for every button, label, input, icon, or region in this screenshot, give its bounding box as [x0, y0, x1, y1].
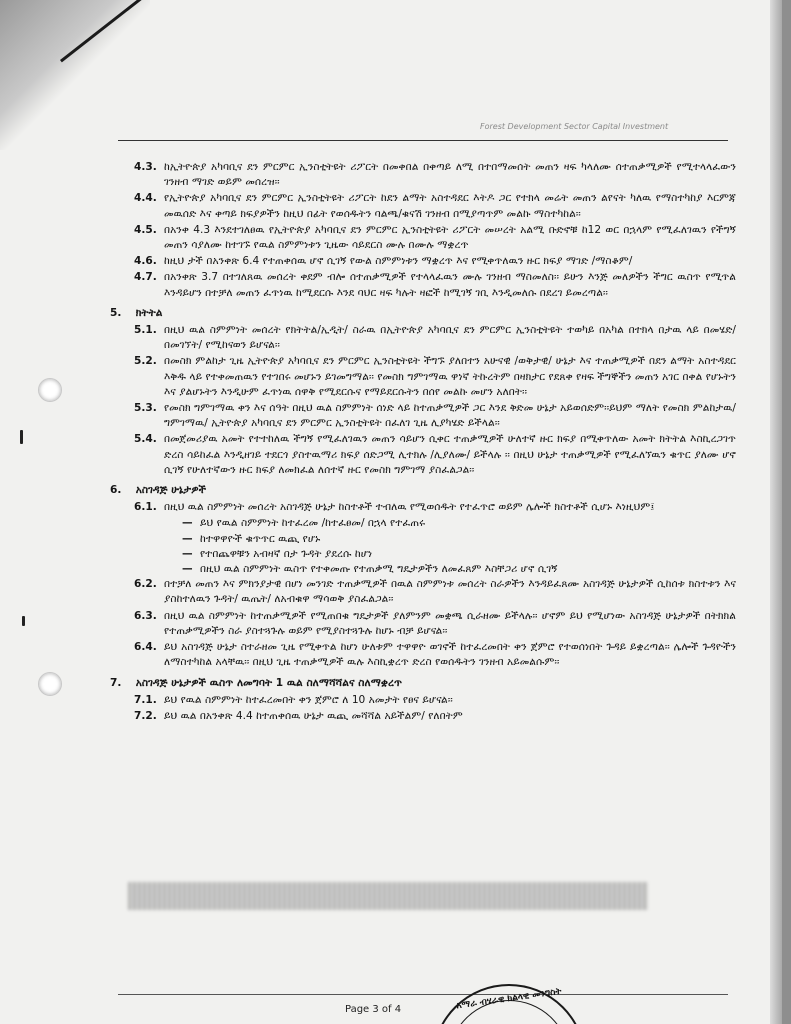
dash-text: የተበጨዋቹን አብዛኛ በታ ጉዳት ያደረሱ ከሆነ: [200, 547, 373, 560]
scan-smudge: [128, 882, 648, 910]
clause-text: ይህ የዉል ስምምነት ከተፈረመበት ቀን ጀምሮ ለ 10 አመታት የፀና ይሆናል፡፡: [164, 693, 453, 706]
section-title: አስገዳጅ ሁኔታዎች ዉስጥ ለመግባት 1 ዉል ስለማሻሻልና ስለማቋረጥ: [135, 676, 403, 689]
clause-item: [96, 609, 736, 639]
clause-item: [96, 191, 736, 221]
clause-text: በአንቀጽ 3.7 በተገለጸዉ መሰረት ቀደም ብሎ ሰተጠቃሚዎች የተላላፈዉን ሙሉ ገንዘብ ማስመለስ፡፡ ይሁን እንጅ መለዎችን ችግር ዉስጥ የሚጥል እንዳይሆን በተቻለ መጠን ፈጥነዉ ከሚደርሱ እንደ ባህር ዛፍ ካሉት ዛፎች ከሚገኝ ገቢ እንዲመለሱ በደረገ ይመረጣል፡፡: [164, 271, 736, 299]
clause-number: 7.1.: [134, 693, 157, 706]
clause-number: 5.1.: [134, 324, 157, 337]
punch-hole-top: [38, 378, 62, 402]
clause-item: [96, 401, 736, 431]
clause-item: [96, 709, 736, 724]
clause-text: የኢትዮጵያ አካባቢና ደን ምርምር ኢንስቲትዩት ሪፖርት ከደን ልማት አስተዳደር እትዶ ጋር የተክላ መሬት መጠን ልየናት ካለዉ የማስተካከያ እርምጃ መዉሰድ እና ቀጣይ ክፍያዎችን ከዚህ በፊት የወሰዱትን ባልጫ/ቁናሽ ገንዘብ በሚያጣጥም መልኩ ማስተካከል፡፡: [164, 192, 736, 220]
clause-text: ይህ ዉል በአንቀጽ 4.4 ከተጠቀሰዉ ሁኔታ ዉጪ መሻሻል አይችልም/ የለበትም: [164, 709, 463, 722]
clause-item: [96, 254, 736, 269]
clause-item: [96, 160, 736, 190]
clause-number: 4.7.: [134, 271, 157, 284]
dash-text: በዚህ ዉል ስምምነት ዉስጥ የተቀመጡ የተጠቃሚ ግዴታዎችን ለመፈጸም እስቸጋሪ ሆኖ ሲገኝ: [200, 563, 558, 576]
clause-number: 5.4.: [134, 433, 157, 446]
stamp-text: አማራ ብሄራዊ ክልላዊ መንግስት: [455, 986, 563, 1012]
clause-number: 5.3.: [134, 402, 157, 415]
clause-item: [96, 270, 736, 300]
dash-marker: —: [182, 563, 193, 576]
folded-corner: [0, 0, 150, 150]
section-7-list: [96, 693, 736, 724]
clause-text: በዚህ ዉል ስምምነት መሰረት አስገዳጅ ሁኔታ ከስተቶች ተብለዉ የሚወሰዱት የተፈጥሮ ወይም ሌሎች ክስተቶች ሲሆኑ እነዚህም፤: [164, 501, 655, 514]
section-6-list-a: [96, 500, 736, 515]
clause-number: 6.1.: [134, 501, 157, 514]
dash-marker: —: [182, 532, 193, 545]
section-title: ክትትል: [135, 306, 163, 319]
section-title: አስገዳጅ ሁኔታዎች: [135, 484, 207, 497]
clause-text: ከዚህ ታች በአንቀጽ 6.4 የተጠቀሰዉ ሆኖ ሲገኝ የውል ስምምነቱን ማቋረጥ እና የሚቀጥለዉን ዙር ክፍያ ማገድ /ማስቆም/: [164, 255, 633, 268]
clause-text: የመስክ ግምገማዉ ቀን እና ሰዓት በዚህ ዉል ስምምነት ሰነድ ላይ ከተጠቃሚዎች ጋር እንደ ቅድመ ሁኔታ አይወሰድም፡፡ይህም ማለት የመስክ ምልከታዉ/ ግምገማዉ/ ኢትዮጵያ አካባቢና ደን ምርምር ኢንስቲትዩት በፈለገ ጊዜ ሊያካሄድ ይችላል፡፡: [164, 402, 736, 430]
clause-item: [96, 577, 736, 607]
clause-number: 5.2.: [134, 355, 157, 368]
section-number: 7.: [110, 676, 122, 689]
dash-text: ከተዋዋዮች ቁጥጥር ዉጪ የሆኑ: [200, 532, 321, 545]
scan-mark: [22, 616, 25, 626]
dash-text: ይህ የዉል ስምምነት ከተፈረመ /ከተፈፀመ/ በኋላ የተፈጠሩ: [200, 517, 426, 530]
document-body: [96, 160, 736, 725]
clause-text: በመጀመሪያዉ አመት የተተከለዉ ችግኝ የሚፈለገዉን መጠን ሳይሆን ሲቀር ተጠቃሚዎች ሁለተኛ ዙር ክፍያ በሚቀጥለው አመት ክትትል እስኪረጋገጥ ድረስ ሳይከፈል እንዲዘገይ ተደርጎ ያስተዉማሪ ክፍያ ሰድጋሚ ሊተክሉ /ሊያለሙ/ ይችላሉ ፡፡ በዚህ ሁኔታ ተጠቃሚዎች የሚፈለኘዉን ቁጥር ያለሙ ሆኖ ሲገኝ የሁለተኛውን ዙር ክፍያ ለመክፈል ለሰተኛ ዙር የመስክ ግምገማ ያስፈልጋል፡፡: [164, 433, 736, 476]
header-rule: [118, 140, 728, 141]
official-stamp: [432, 984, 586, 1024]
dash-item: [96, 547, 736, 562]
section-6-list-b: [96, 577, 736, 670]
dash-item: [96, 562, 736, 577]
clause-text: በዚህ ዉል ስምምነት መሰረት የክትትል/ኢዲት/ ስራዉ በኢትዮጵያ አካባቢና ደን ምርምር ኢንስቲትዩት ተወካይ በአካል በተክላ በታዉ ላይ በመሄድ/ በመገኘት/ የሚከናወን ይሆናል፡፡: [164, 324, 736, 352]
dash-item: [96, 532, 736, 547]
clause-number: 4.3.: [134, 161, 157, 173]
clause-number: 6.4.: [134, 641, 157, 654]
page-number: Page 3 of 4: [345, 1004, 402, 1015]
scan-mark: [20, 430, 23, 444]
clause-item: [96, 500, 736, 515]
clause-item: [96, 323, 736, 353]
clause-item: [96, 693, 736, 708]
punch-hole-bottom: [38, 672, 62, 696]
dash-marker: —: [182, 517, 193, 530]
clause-number: 4.5.: [134, 223, 157, 236]
section-number: 5.: [110, 306, 122, 319]
clause-number: 6.2.: [134, 578, 157, 591]
section-6-dash-list: [96, 516, 736, 577]
clause-number: 4.6.: [134, 255, 157, 268]
clause-text: ይህ አስገዳጅ ሁኔታ ስተራዘመ ጊዜ የሚቀጥል ከሆነ ሁለቱም ተዋዋዮ ወገኖች ከተፈረመበት ቀን ጀምሮ የተወሰነበት ጉዳይ ይቋረጣል፡፡ ሌሎች ጉዳዮችን ለማስተካከል አላቸዉ፡፡ በዚህ ጊዜ ተጠቃሚዎች ዉሉ እስኪቋረጥ ድረስ የወሰዱትን ገንዘብ አይመልሱም፡፡: [164, 641, 736, 669]
clause-item: [96, 640, 736, 670]
dash-marker: —: [182, 547, 193, 560]
clause-text: በመስክ ምልከታ ጊዜ ኢትዮጵያ አካባቢና ደን ምርምር ኢንስቲትዩት ችግኙ ያለበተን አሁናዊ /ወቅታዊ/ ሁኔታ እና ተጠቃሚዎች በደን ልማት አስተዳደር እቅዱ ላይ የተቀመጠዉን የተገበሩ መሆኑን ይገመግማል፡፡ የመስክ ግምገማዉ ዋነኛ ትኩረትም በዛክታር የደጸቀ የዛፍ ችግኞችን መጠን አገር በቀል የሆኑትን እና ያልሆኑትን እንዲሁም ፈጥነዉ ሰዋቅ የሚደርሱና የማይደርሱትን በሰየ መልኩ መሆን አለበት፡፡: [164, 355, 736, 398]
dash-item: [96, 516, 736, 531]
clause-item: [96, 432, 736, 478]
clause-number: 6.3.: [134, 609, 157, 622]
section-5-list: [96, 323, 736, 478]
items-top-list: [96, 160, 736, 301]
section-5-heading: [96, 306, 736, 321]
page-header-text: Forest Development Sector Capital Investment: [480, 122, 669, 131]
clause-text: ከኢትዮጵያ አካባቢና ደን ምርምር ኢንስቲትዩት ሪፖርት በመቀበል በቀጣይ ለሚ በተበማመሰት መጠን ዛፍ ካላለሙ ሰተጠቃሚዎች የሚተላላፈውን ገንዘብ ማገድ ወይም መሰረዝ፡፡: [164, 161, 736, 189]
clause-text: በአንቀ 4.3 እንደተገለፀዉ የኢትዮጵያ አካባቢና ደን ምርምር ኢንስቲትዩት ሪፖርት መሠረት አልሚ ቡድኖቹ ከ12 ወር በኋላም የሚፈለገዉን የችግኝ መጠን ሳያለሙ ከተገኙ የዉል ስምምነቱን ጊዜው ሳይደርስ ሙሉ በሙሉ ማቋረጥ: [164, 223, 736, 252]
clause-text: በዚህ ዉል ስምምነት ከተጠቃሚዎች የሚጠበቁ ግዴታዎች ያለምንም መቋጫ ሲራዘሙ ይችላሉ፡፡ ሆኖም ይህ የሚሆነው አስገዳጅ ሁኔታዎች በትክክል የተጠቃሚዎችን ስራ ያስተጓጉሉ ወይም የሚያስተጓጉሉ ከሆኑ ብቻ ይሆናል፡፡: [164, 609, 736, 637]
clause-number: 7.2.: [134, 709, 157, 722]
clause-text: በተቻለ መጠን እና ምክንያታዊ በሆነ መንገድ ተጠቃሚዎች በዉል ስምምነቱ መሰረት ስራዎችን እንዳይፈጸሙ አስገዳጅ ሁኔታዎች ሲከሰቱ ክስተቱን እና ያስከተለዉን ጉዳት/ ዉጤት/ ለአብቁዋ ማሳወቅ ያስፈልጋል፡፡: [164, 578, 736, 606]
section-number: 6.: [110, 484, 122, 497]
clause-item: [96, 223, 736, 253]
section-6-heading: [96, 483, 736, 498]
section-7-heading: [96, 676, 736, 691]
clause-number: 4.4.: [134, 192, 157, 205]
footer-rule: [118, 994, 728, 995]
clause-item: [96, 354, 736, 400]
page-edge-shadow: [770, 0, 782, 1024]
